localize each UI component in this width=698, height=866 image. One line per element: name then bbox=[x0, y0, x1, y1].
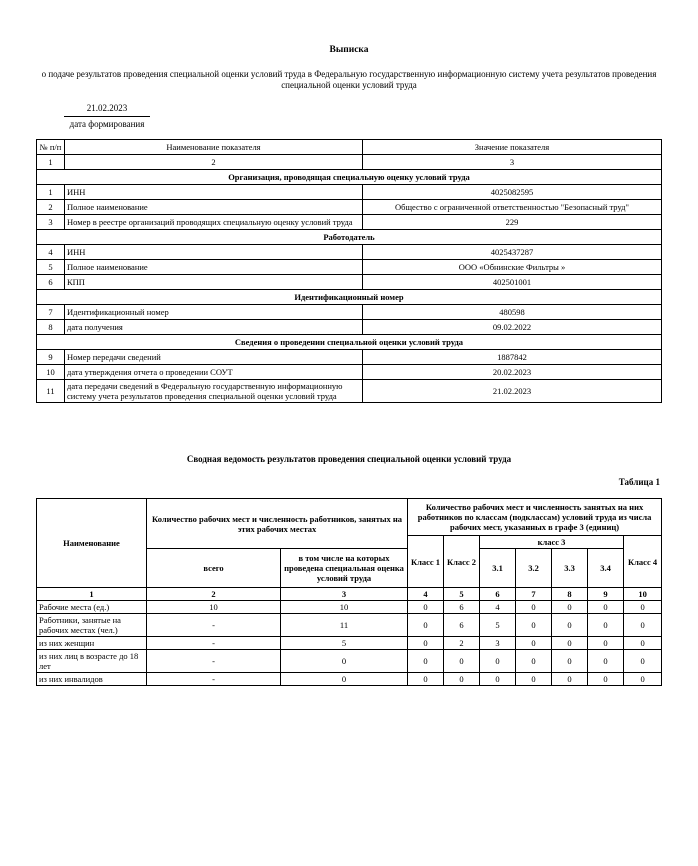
info-row-name: дата передачи сведений в Федеральную государственную информационную систему учета результатов проведения специальной оценки условий труда bbox=[65, 380, 363, 403]
summary-row-name: Рабочие места (ед.) bbox=[37, 601, 147, 614]
info-row bbox=[37, 305, 662, 320]
info-section-title: Сведения о проведении специальной оценки условий труда bbox=[37, 335, 662, 350]
summary-row bbox=[37, 601, 662, 614]
header-sub-3-4: 3.4 bbox=[588, 549, 624, 588]
summary-row bbox=[37, 650, 662, 673]
summary-cell: 0 bbox=[588, 650, 624, 673]
summary-cell: 0 bbox=[408, 650, 444, 673]
info-row-number: 10 bbox=[37, 365, 65, 380]
column-number: 4 bbox=[408, 588, 444, 601]
summary-cell: 0 bbox=[588, 637, 624, 650]
info-row-number: 5 bbox=[37, 260, 65, 275]
info-index-cell: 3 bbox=[363, 155, 662, 170]
info-row-number: 7 bbox=[37, 305, 65, 320]
summary-cell: 0 bbox=[516, 637, 552, 650]
header-count: Количество рабочих мест и численность работников, занятых на этих рабочих местах bbox=[147, 499, 408, 549]
summary-cell: 4 bbox=[480, 601, 516, 614]
info-row bbox=[37, 185, 662, 200]
summary-cell: 5 bbox=[281, 637, 408, 650]
column-number: 2 bbox=[147, 588, 281, 601]
info-row-name: дата получения bbox=[65, 320, 363, 335]
summary-cell: 0 bbox=[552, 601, 588, 614]
info-row-number: 8 bbox=[37, 320, 65, 335]
info-row bbox=[37, 350, 662, 365]
header-total: всего bbox=[147, 549, 281, 588]
header-assessed: в том числе на которых проведена специальная оценка условий труда bbox=[281, 549, 408, 588]
summary-row-name: из них женщин bbox=[37, 637, 147, 650]
info-row-name: Идентификационный номер bbox=[65, 305, 363, 320]
info-header-cell: Значение показателя bbox=[363, 140, 662, 155]
info-row-name: дата утверждения отчета о проведении СОУТ bbox=[65, 365, 363, 380]
summary-cell: 10 bbox=[281, 601, 408, 614]
info-row-number: 1 bbox=[37, 185, 65, 200]
document-title: Выписка bbox=[329, 45, 369, 55]
summary-cell: 0 bbox=[624, 637, 662, 650]
info-row bbox=[37, 275, 662, 290]
column-number: 7 bbox=[516, 588, 552, 601]
summary-cell: 0 bbox=[281, 673, 408, 686]
info-row-value: ООО «Обнинские Фильтры » bbox=[363, 260, 662, 275]
header-name: Наименование bbox=[37, 499, 147, 588]
header-sub-3-1: 3.1 bbox=[480, 549, 516, 588]
info-row-name: Полное наименование bbox=[65, 200, 363, 215]
info-row bbox=[37, 365, 662, 380]
summary-cell: - bbox=[147, 614, 281, 637]
info-index-cell: 1 bbox=[37, 155, 65, 170]
summary-cell: 0 bbox=[624, 673, 662, 686]
summary-cell: 0 bbox=[408, 673, 444, 686]
info-row-number: 3 bbox=[37, 215, 65, 230]
info-row bbox=[37, 260, 662, 275]
column-number: 10 bbox=[624, 588, 662, 601]
info-row bbox=[37, 380, 662, 403]
info-row-value: Общество с ограниченной ответственностью "Безопасный труд" bbox=[363, 200, 662, 215]
header-class1: Класс 1 bbox=[408, 536, 444, 588]
summary-cell: 0 bbox=[516, 673, 552, 686]
info-row-value: 4025437287 bbox=[363, 245, 662, 260]
info-section-title: Организация, проводящая специальную оценку условий труда bbox=[37, 170, 662, 185]
summary-cell: 0 bbox=[516, 601, 552, 614]
summary-cell: - bbox=[147, 637, 281, 650]
info-row-number: 4 bbox=[37, 245, 65, 260]
summary-cell: 0 bbox=[624, 601, 662, 614]
summary-row-name: из них инвалидов bbox=[37, 673, 147, 686]
summary-row-name: Работники, занятые на рабочих местах (чел.) bbox=[37, 614, 147, 637]
date-underline bbox=[64, 116, 150, 117]
info-section-row bbox=[37, 290, 662, 305]
summary-cell: 0 bbox=[588, 673, 624, 686]
info-row bbox=[37, 200, 662, 215]
info-index-cell: 2 bbox=[65, 155, 363, 170]
formation-date: 21.02.2023 bbox=[86, 103, 128, 113]
info-row-number: 9 bbox=[37, 350, 65, 365]
summary-cell: 0 bbox=[624, 614, 662, 637]
summary-cell: 5 bbox=[480, 614, 516, 637]
summary-cell: 0 bbox=[480, 650, 516, 673]
table-label: Таблица 1 bbox=[618, 477, 660, 487]
summary-cell: 0 bbox=[408, 614, 444, 637]
summary-row-name: из них лиц в возрасте до 18 лет bbox=[37, 650, 147, 673]
info-row-value: 402501001 bbox=[363, 275, 662, 290]
summary-cell: 3 bbox=[480, 637, 516, 650]
info-header-cell: № п/п bbox=[37, 140, 65, 155]
summary-cell: 0 bbox=[552, 650, 588, 673]
summary-cell: - bbox=[147, 650, 281, 673]
summary-cell: 0 bbox=[408, 637, 444, 650]
info-row-name: Полное наименование bbox=[65, 260, 363, 275]
summary-cell: 0 bbox=[444, 673, 480, 686]
summary-cell: 0 bbox=[588, 601, 624, 614]
summary-cell: 2 bbox=[444, 637, 480, 650]
summary-title: Сводная ведомость результатов проведения специальной оценки условий труда bbox=[186, 454, 512, 464]
document-subtitle: о подаче результатов проведения специальной оценки условий труда в Федеральную государственную информационную систему учета результатов проведения специальной оценки условий труда bbox=[41, 69, 657, 90]
summary-cell: 6 bbox=[444, 614, 480, 637]
info-section-row bbox=[37, 170, 662, 185]
header-classes: Количество рабочих мест и численность занятых на них работников по классам (подклассам) условий труда из числа рабочих мест, указанных в графе 3 (единиц) bbox=[408, 499, 662, 536]
summary-cell: 0 bbox=[480, 673, 516, 686]
header-sub-3-2: 3.2 bbox=[516, 549, 552, 588]
header-sub-3-3: 3.3 bbox=[552, 549, 588, 588]
info-row-value: 20.02.2023 bbox=[363, 365, 662, 380]
info-header-row bbox=[37, 140, 662, 155]
info-row bbox=[37, 320, 662, 335]
info-row-value: 21.02.2023 bbox=[363, 380, 662, 403]
summary-cell: 0 bbox=[444, 650, 480, 673]
summary-cell: 0 bbox=[408, 601, 444, 614]
info-table bbox=[36, 139, 662, 403]
column-number: 6 bbox=[480, 588, 516, 601]
summary-cell: 11 bbox=[281, 614, 408, 637]
info-row-value: 229 bbox=[363, 215, 662, 230]
info-row-value: 1887842 bbox=[363, 350, 662, 365]
column-number: 3 bbox=[281, 588, 408, 601]
info-section-row bbox=[37, 335, 662, 350]
info-row bbox=[37, 245, 662, 260]
summary-table bbox=[36, 498, 662, 686]
summary-row bbox=[37, 614, 662, 637]
summary-cell: - bbox=[147, 673, 281, 686]
info-row-number: 2 bbox=[37, 200, 65, 215]
summary-row bbox=[37, 637, 662, 650]
column-number: 9 bbox=[588, 588, 624, 601]
summary-cell: 0 bbox=[281, 650, 408, 673]
summary-cell: 0 bbox=[516, 614, 552, 637]
summary-cell: 0 bbox=[588, 614, 624, 637]
info-row-value: 480598 bbox=[363, 305, 662, 320]
info-row-number: 6 bbox=[37, 275, 65, 290]
header-class2: Класс 2 bbox=[444, 536, 480, 588]
summary-cell: 0 bbox=[552, 673, 588, 686]
summary-row bbox=[37, 673, 662, 686]
info-row-name: ИНН bbox=[65, 185, 363, 200]
info-row-name: Номер передачи сведений bbox=[65, 350, 363, 365]
info-row-name: ИНН bbox=[65, 245, 363, 260]
info-section-row bbox=[37, 230, 662, 245]
column-number: 8 bbox=[552, 588, 588, 601]
summary-cell: 0 bbox=[552, 614, 588, 637]
info-row-name: Номер в реестре организаций проводящих специальную оценку условий труда bbox=[65, 215, 363, 230]
summary-cell: 10 bbox=[147, 601, 281, 614]
summary-cell: 6 bbox=[444, 601, 480, 614]
info-header-cell: Наименование показателя bbox=[65, 140, 363, 155]
info-row-name: КПП bbox=[65, 275, 363, 290]
info-index-row bbox=[37, 155, 662, 170]
summary-cell: 0 bbox=[552, 637, 588, 650]
summary-cell: 0 bbox=[516, 650, 552, 673]
column-number: 1 bbox=[37, 588, 147, 601]
info-row-value: 09.02.2022 bbox=[363, 320, 662, 335]
summary-cell: 0 bbox=[624, 650, 662, 673]
info-row-value: 4025082595 bbox=[363, 185, 662, 200]
formation-date-caption: дата формирования bbox=[69, 119, 145, 129]
header-class3: класс 3 bbox=[480, 536, 624, 549]
info-section-title: Идентификационный номер bbox=[37, 290, 662, 305]
header-class4: Класс 4 bbox=[624, 536, 662, 588]
info-row-number: 11 bbox=[37, 380, 65, 403]
info-row bbox=[37, 215, 662, 230]
info-section-title: Работодатель bbox=[37, 230, 662, 245]
column-numbers-row bbox=[37, 588, 662, 601]
column-number: 5 bbox=[444, 588, 480, 601]
